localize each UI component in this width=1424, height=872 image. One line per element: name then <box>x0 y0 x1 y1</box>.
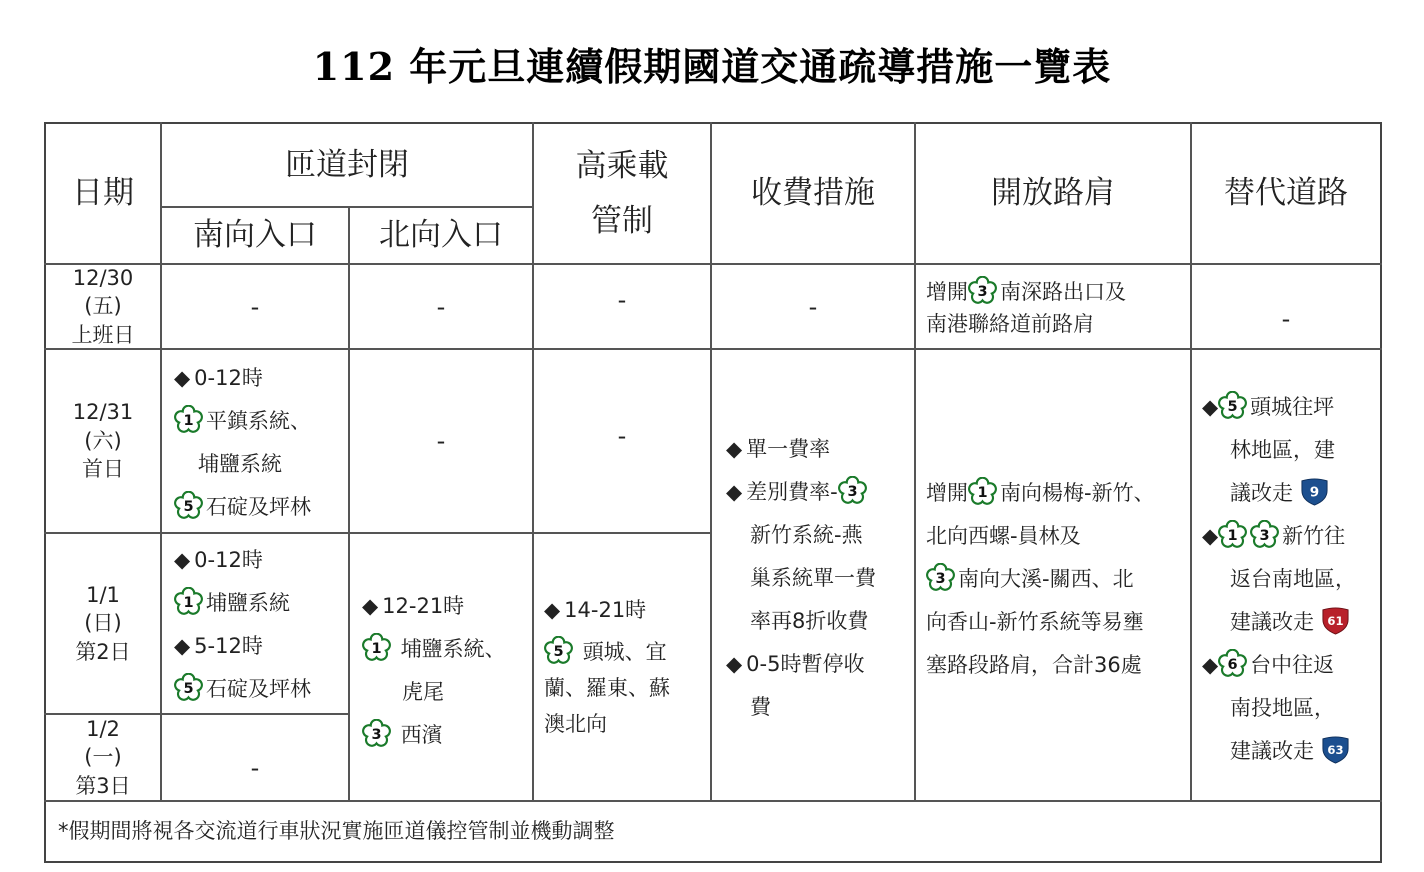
header-ramp-closure: 匝道封閉 <box>285 146 409 183</box>
svg-text:3: 3 <box>371 726 382 743</box>
provincial-highway-9-icon <box>1300 477 1329 506</box>
hov-0101-0102: ◆ 14-21時 5 頭城、宜 蘭、羅東、蘇 澳北向 <box>544 598 670 736</box>
header-north-entrance: 北向入口 <box>379 217 503 254</box>
svg-text:3: 3 <box>1259 527 1270 544</box>
north-1231: - <box>436 427 446 455</box>
svg-text:63: 63 <box>1327 742 1344 757</box>
svg-text:1: 1 <box>183 412 194 429</box>
svg-text:1: 1 <box>1227 527 1238 544</box>
header-open-shoulder: 開放路肩 <box>991 175 1115 212</box>
national-freeway-3-icon <box>1250 520 1279 549</box>
header-alternate-route: 替代道路 <box>1224 175 1348 212</box>
svg-text:3: 3 <box>935 570 946 587</box>
hov-1231: - <box>617 422 627 450</box>
national-freeway-3-icon <box>838 476 867 505</box>
svg-text:9: 9 <box>1309 484 1319 501</box>
svg-text:6: 6 <box>1227 656 1238 673</box>
national-freeway-1-icon <box>174 587 203 616</box>
svg-text:5: 5 <box>183 680 194 697</box>
svg-text:5: 5 <box>553 643 564 660</box>
header-toll-measures: 收費措施 <box>751 175 875 212</box>
svg-text:1: 1 <box>183 594 194 611</box>
north-1230: - <box>436 292 446 321</box>
south-1231: ◆ 0-12時 1 平鎮系統、 埔鹽系統 5 石碇及坪林 <box>174 366 311 519</box>
national-freeway-3-icon <box>362 719 391 748</box>
svg-text:61: 61 <box>1327 613 1344 628</box>
shoulder-1231-0102: 增開 1 南向楊梅-新竹、 北向西螺-員林及 3 南向大溪-關西、北 向香山-新竹系統等易壅 塞路段路肩，合計36處 <box>926 472 1188 692</box>
footnote: *假期間將視各交流道行車狀況實施匝道儀控管制並機動調整 <box>58 819 615 843</box>
shoulder-1230: 增開 3 南深路出口及 南港聯絡道前路肩 <box>926 272 1188 344</box>
page-title: 112 年元旦連續假期國道交通疏導措施一覽表 <box>312 44 1112 89</box>
toll-1230: - <box>808 292 818 321</box>
svg-text:5: 5 <box>1227 398 1238 415</box>
svg-text:3: 3 <box>977 283 988 300</box>
south-0102: - <box>250 753 260 782</box>
header-south-entrance: 南向入口 <box>193 217 317 254</box>
svg-text:1: 1 <box>977 484 988 501</box>
date-cell-1230: 12/30 (五) 上班日 <box>71 265 135 347</box>
national-freeway-1-icon <box>174 405 203 434</box>
svg-text:1: 1 <box>371 640 382 657</box>
national-freeway-3-icon <box>926 563 955 592</box>
provincial-highway-61-icon <box>1321 606 1350 635</box>
svg-text:3: 3 <box>847 483 858 500</box>
south-0101: ◆ 0-12時 1 埔鹽系統 ◆ 5-12時 5 石碇及坪林 <box>174 548 311 701</box>
date-cell-0102: 1/2 (一) 第3日 <box>75 716 131 798</box>
national-freeway-5-icon <box>1218 391 1247 420</box>
header-hov-control: 高乘載 管制 <box>575 148 669 239</box>
national-freeway-5-icon <box>544 636 573 665</box>
national-freeway-1-icon <box>968 477 997 506</box>
header-date: 日期 <box>72 175 134 212</box>
svg-text:5: 5 <box>183 498 194 515</box>
alternate-1231-0102: ◆ 5 頭城往坪 林地區，建 議改走 9 ◆ 1 3 新竹往 返台南地區， 建議改走 61 ◆ 6 台中往返 南投地區， 建議改走 63 <box>1202 386 1378 786</box>
national-freeway-6-icon <box>1218 649 1247 678</box>
national-freeway-5-icon <box>174 491 203 520</box>
toll-1231-0102: ◆ 單一費率 ◆ 差別費率- 3 新竹系統-燕 巢系統單一費 率再8折收費 ◆ 0-5時暫停收 費 <box>726 437 876 719</box>
national-freeway-1-icon <box>362 633 391 662</box>
hov-1230: - <box>617 286 627 314</box>
national-freeway-1-icon <box>1218 520 1247 549</box>
north-0101-0102: ◆ 12-21時 1 埔鹽系統、 虎尾 3 西濱 <box>362 594 506 747</box>
south-1230: - <box>250 292 260 321</box>
provincial-highway-63-icon <box>1321 735 1350 764</box>
date-cell-0101: 1/1 (日) 第2日 <box>75 582 131 664</box>
national-freeway-3-icon <box>968 276 997 305</box>
date-cell-1231: 12/31 (六) 首日 <box>72 400 134 482</box>
national-freeway-5-icon <box>174 673 203 702</box>
alternate-1230: - <box>1281 305 1291 333</box>
